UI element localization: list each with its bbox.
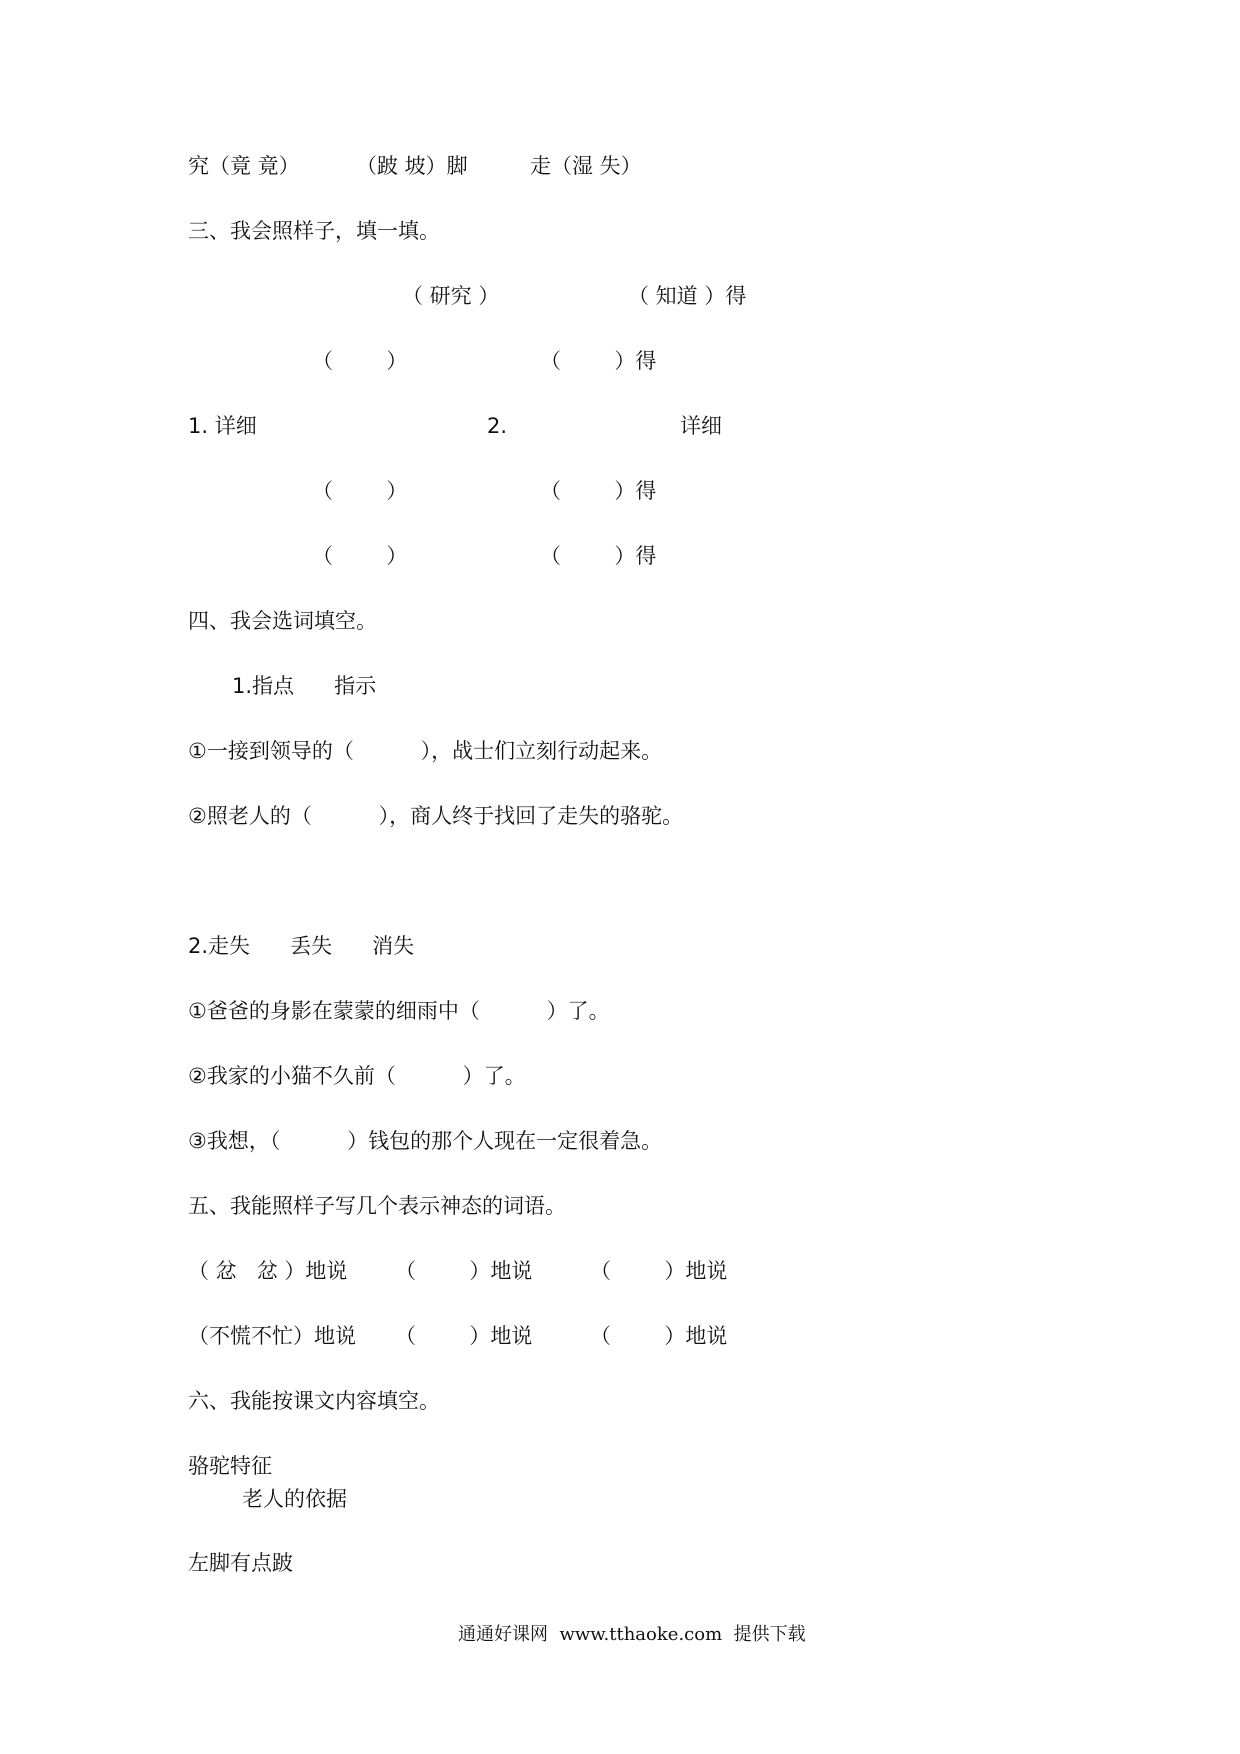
- q3-blank-c-right[interactable]: （ ）得: [540, 544, 657, 568]
- q3-example-left: （ 研究 ）: [402, 284, 500, 308]
- q4-word-group-2: 2.走失 丢失 消失: [188, 934, 415, 958]
- q6-column-old-man-basis: 老人的依据: [242, 1487, 347, 1511]
- q4-sentence-2: ②照老人的（ ），商人终于找回了走失的骆驼。: [188, 804, 684, 828]
- q5-row2-col3[interactable]: （ ）地说: [590, 1324, 728, 1348]
- q3-example-right: （ 知道 ）得: [628, 284, 747, 308]
- q5-row2-col1: （不慌不忙）地说: [188, 1324, 356, 1348]
- q3-label-2-word: 详细: [680, 414, 722, 438]
- footer-download-note: 通通好课网 www.tthaoke.com 提供下载: [458, 1624, 806, 1645]
- q3-label-2: 2.: [487, 414, 508, 438]
- q6-heading: 六、我能按课文内容填空。: [188, 1389, 440, 1413]
- q5-row2-col2[interactable]: （ ）地说: [395, 1324, 533, 1348]
- q4-sentence-3: ①爸爸的身影在蒙蒙的细雨中（ ）了。: [188, 999, 610, 1023]
- q4-sentence-4: ②我家的小猫不久前（ ）了。: [188, 1064, 526, 1088]
- q4-word-group-1: 1.指点 指示: [232, 674, 377, 698]
- q3-label-1: 1. 详细: [188, 414, 257, 438]
- q3-blank-c-left[interactable]: （ ）: [312, 544, 408, 568]
- q4-sentence-5: ③我想，（ ）钱包的那个人现在一定很着急。: [188, 1129, 663, 1153]
- q3-blank-b-left[interactable]: （ ）: [312, 479, 408, 503]
- q5-heading: 五、我能照样子写几个表示神态的词语。: [188, 1194, 566, 1218]
- q6-row-left-foot: 左脚有点跛: [188, 1551, 293, 1575]
- q5-row1-col2[interactable]: （ ）地说: [395, 1259, 533, 1283]
- q2-item-jiu: 究（竟 竟）: [188, 154, 300, 178]
- q5-row1-col1: （ 忿 忿 ）地说: [188, 1259, 348, 1283]
- q3-blank-b-right[interactable]: （ ）得: [540, 479, 657, 503]
- q2-item-zou: 走（湿 失）: [530, 154, 642, 178]
- q3-blank-a-left[interactable]: （ ）: [312, 349, 408, 373]
- q4-heading: 四、我会选词填空。: [188, 609, 377, 633]
- q2-item-bo: （跛 坡）脚: [356, 154, 468, 178]
- q4-sentence-1: ①一接到领导的（ ），战士们立刻行动起来。: [188, 739, 663, 763]
- q3-heading: 三、我会照样子，填一填。: [188, 219, 440, 243]
- q6-column-camel-features: 骆驼特征: [188, 1454, 272, 1478]
- q5-row1-col3[interactable]: （ ）地说: [590, 1259, 728, 1283]
- q3-blank-a-right[interactable]: （ ）得: [540, 349, 657, 373]
